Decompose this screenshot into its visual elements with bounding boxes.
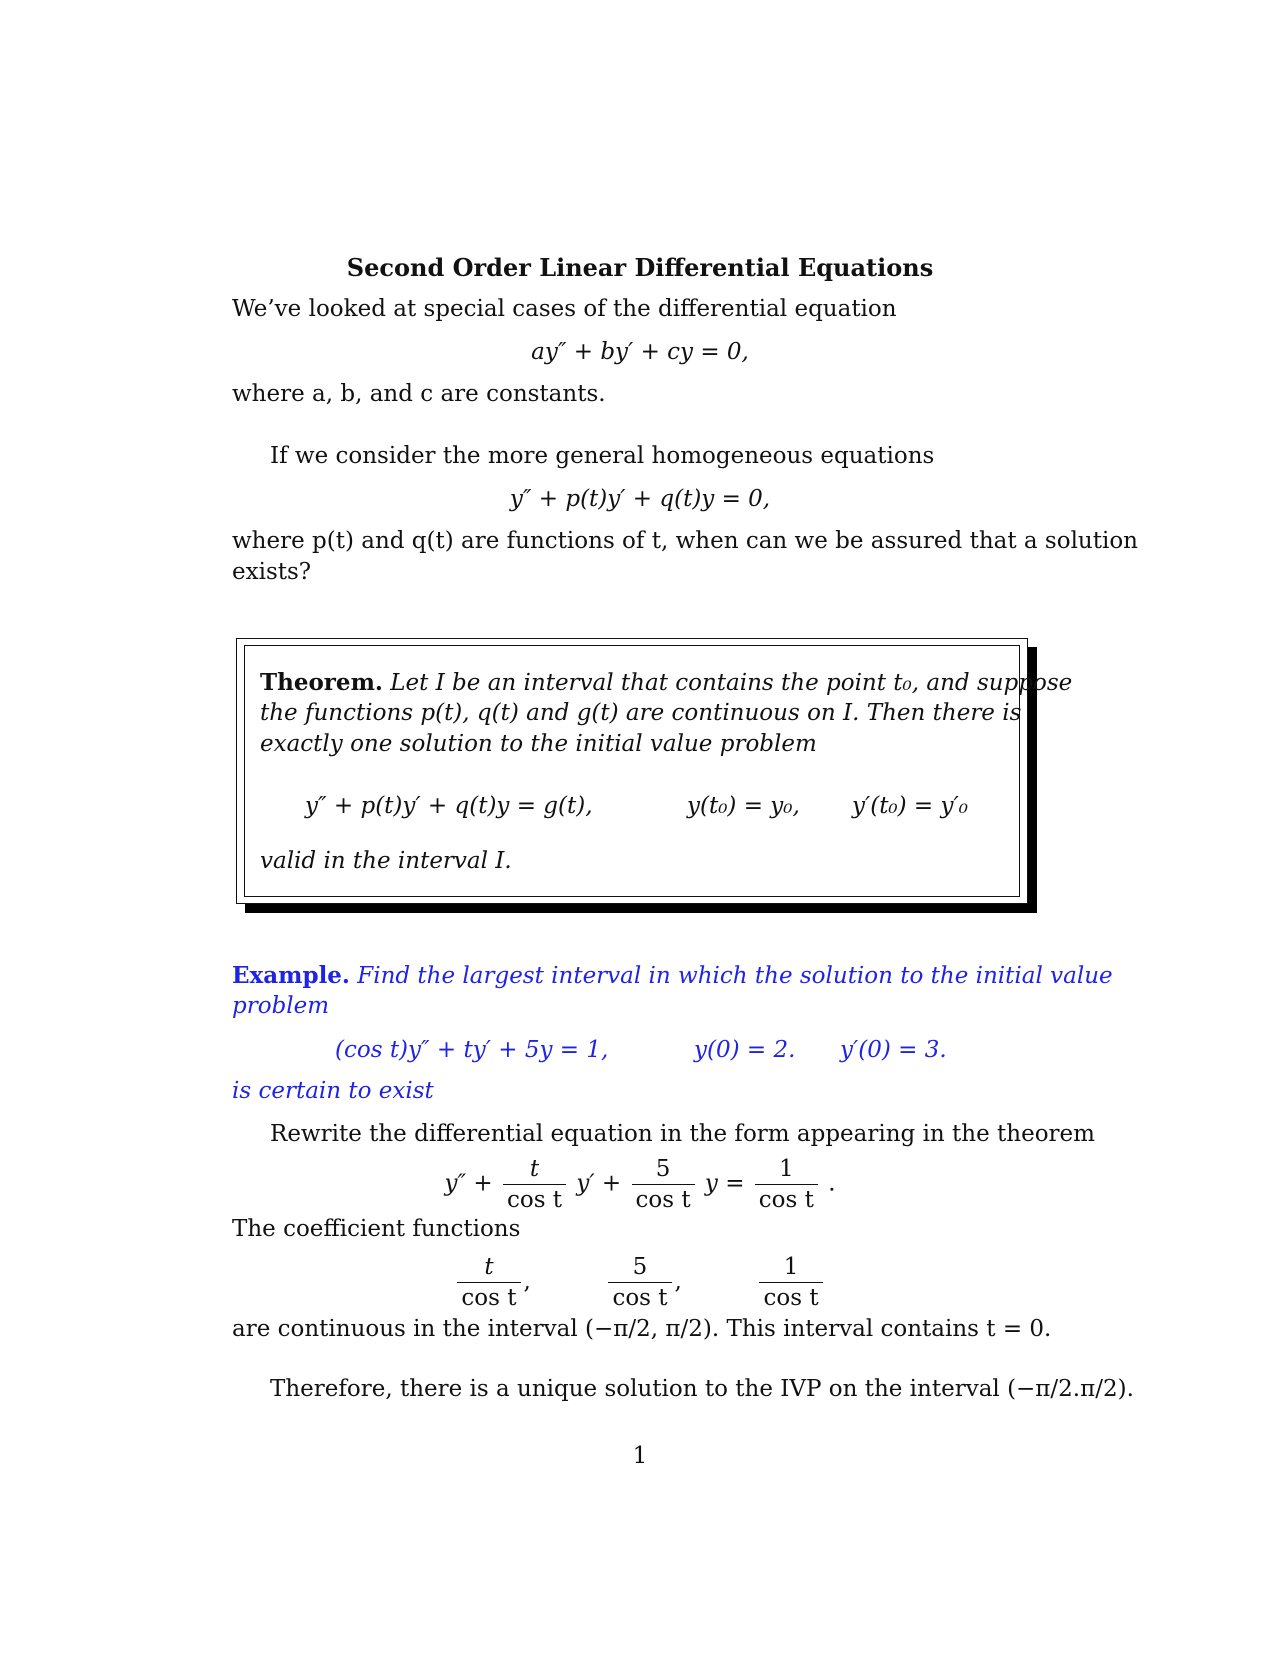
fraction-numerator: 5 bbox=[655, 1156, 671, 1182]
example-closing: is certain to exist bbox=[232, 1078, 434, 1104]
theorem-label: Theorem. bbox=[260, 669, 383, 696]
fraction-numerator: t bbox=[529, 1156, 540, 1182]
fraction-numerator: t bbox=[484, 1254, 494, 1280]
example-initial-condition-1: y(0) = 2. bbox=[694, 1037, 796, 1063]
fraction-denominator: cos t bbox=[755, 1184, 818, 1213]
comma: , bbox=[523, 1268, 531, 1295]
fraction-numerator: 1 bbox=[783, 1254, 799, 1280]
conclusion-text: Therefore, there is a unique solution to the IVP on the interval (−π/2.π/2). bbox=[270, 1376, 1134, 1402]
intro-text: We’ve looked at special cases of the differential equation bbox=[232, 296, 897, 322]
theorem-line-2: the functions p(t), q(t) and g(t) are continuous on I. Then there is bbox=[260, 700, 1022, 726]
where-text-line-1: where p(t) and q(t) are functions of t, when can we be assured that a solution bbox=[232, 528, 1138, 554]
fraction-t-over-cos bbox=[503, 1156, 566, 1213]
theorem-text-1: Let I be an interval that contains the point t₀, and suppose bbox=[390, 670, 1073, 696]
theorem-line-3: exactly one solution to the initial value problem bbox=[260, 731, 817, 757]
example-text-1: Find the largest interval in which the solution to the initial value bbox=[357, 963, 1113, 989]
coefficient-functions bbox=[0, 1254, 1280, 1311]
example-equation: (cos t)y″ + ty′ + 5y = 1, bbox=[335, 1037, 609, 1063]
theorem-line-1 bbox=[260, 669, 1072, 696]
fraction-numerator: 5 bbox=[632, 1254, 648, 1280]
where-text-line-2: exists? bbox=[232, 559, 312, 585]
example-line-1 bbox=[232, 962, 1113, 989]
equation-constant-coefficients: ay″ + by′ + cy = 0, bbox=[531, 339, 749, 365]
theorem-closing: valid in the interval I. bbox=[260, 848, 512, 874]
fraction-1-over-cos bbox=[755, 1156, 818, 1213]
theorem-initial-condition-2: y′(t₀) = y′₀ bbox=[852, 793, 968, 819]
comma: , bbox=[674, 1268, 682, 1295]
coefficient-fraction-2 bbox=[608, 1254, 671, 1311]
theorem-initial-condition-1: y(t₀) = y₀, bbox=[687, 793, 800, 819]
coefficient-label: The coefficient functions bbox=[232, 1216, 521, 1242]
fraction-numerator: 1 bbox=[779, 1156, 794, 1182]
rewritten-equation bbox=[0, 1156, 1280, 1213]
fraction-denominator: cos t bbox=[503, 1184, 566, 1213]
general-text: If we consider the more general homogeneous equations bbox=[270, 443, 935, 469]
coefficient-fraction-1 bbox=[457, 1254, 520, 1311]
fraction-denominator: cos t bbox=[457, 1282, 520, 1311]
example-line-2: problem bbox=[232, 993, 330, 1019]
page-title: Second Order Linear Differential Equations bbox=[346, 253, 934, 282]
eq-period: . bbox=[828, 1170, 836, 1197]
eq-y-term: y″ + bbox=[444, 1170, 493, 1197]
fraction-denominator: cos t bbox=[632, 1184, 695, 1213]
fraction-5-over-cos bbox=[632, 1156, 695, 1213]
continuity-text: are continuous in the interval (−π/2, π/2). This interval contains t = 0. bbox=[232, 1316, 1052, 1342]
equation-homogeneous: y″ + p(t)y′ + q(t)y = 0, bbox=[509, 486, 771, 512]
rewrite-text: Rewrite the differential equation in the form appearing in the theorem bbox=[270, 1121, 1095, 1147]
eq-yprime-term: y′ + bbox=[576, 1170, 622, 1197]
example-initial-condition-2: y′(0) = 3. bbox=[840, 1037, 947, 1063]
page-number: 1 bbox=[632, 1443, 648, 1469]
theorem-equation: y″ + p(t)y′ + q(t)y = g(t), bbox=[305, 793, 593, 819]
fraction-denominator: cos t bbox=[608, 1282, 671, 1311]
eq-equals-term: y = bbox=[704, 1170, 745, 1197]
coefficient-fraction-3 bbox=[759, 1254, 822, 1311]
fraction-denominator: cos t bbox=[759, 1282, 822, 1311]
example-label: Example. bbox=[232, 962, 350, 989]
constants-text: where a, b, and c are constants. bbox=[232, 381, 606, 407]
